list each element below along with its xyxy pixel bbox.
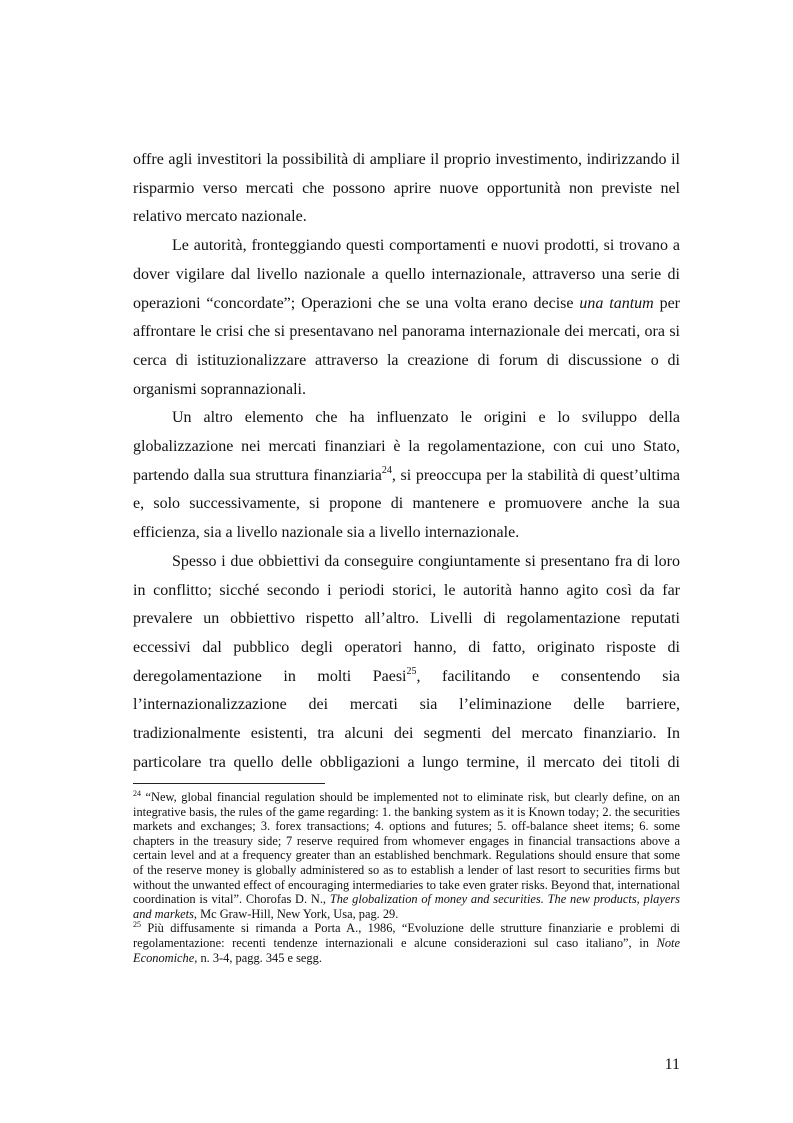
footnote-25 — [133, 921, 680, 965]
paragraph-4-text-a: Spesso i due obbiettivi da conseguire congiuntamente si presentano fra di loro in conflitto; sicché secondo i periodi storici, le autorità hanno agito così da far prevalere un obbiettivo rispetto all’altro. Livelli di regolamentazione reputati eccessivi dal pubblico degli operatori hanno, di fatto, originato risposte di deregolamentazione in molti Paesi — [133, 552, 680, 685]
footnote-25-text-a: Più diffusamente si rimanda a Porta A., 1986, “Evoluzione delle strutture finanziarie e problemi di regolamentazione: recenti tendenze internazionali e alcune considerazioni sul caso italiano”, in — [133, 921, 680, 950]
footnote-24-mark: 24 — [133, 789, 141, 798]
footnote-24 — [133, 790, 680, 921]
footnote-separator — [133, 783, 325, 784]
paragraph-3-text-b: , si preoccupa per la stabilità di quest’ultima e, solo successivamente, si propone di mantenere e promuovere anche la sua efficienza, sia a livello nazionale sia a livello internazionale. — [133, 466, 680, 542]
paragraph-2-text-b: per affrontare le crisi che si presentavano nel panorama internazionale dei mercati, ora si cerca di istituzionalizzare attraverso la creazione di forum di discussione o di organismi soprannazionali. — [133, 294, 681, 398]
footnote-24-text-a: “New, global financial regulation should be implemented not to eliminate risk, but clearly define, on an integrative basis, the rules of the game regarding: 1. the banking system as it is Known today; 2. the securities markets and exchanges; 3. forex transactions; 4. options and futures; 5. off-balance sheet items; 6. some chapters in the treasury side; 7 reserve required from whomever engages in financial transactions above a certain level and at a frequency greater than an established benchmark. Regulations should ensure that some of the reserve money is globally administered so as to establish a lender of last resort to securities firms but without the unwanted effect of encouraging intermediaries to take even grater risks. Beyond that, international coordination is vital”. Chorofas D. N., — [133, 790, 680, 907]
paragraph-2-italic: una tantum — [579, 294, 654, 312]
footnote-ref-24: 24 — [381, 464, 392, 476]
body-text — [133, 146, 680, 777]
footnote-25-title: Note Economiche — [133, 935, 680, 965]
paragraph-4-text-b: , facilitando e consentendo sia l’internazionalizzazione dei mercati sia l’eliminazione delle barriere, tradizionalmente esistenti, tra alcuni dei segmenti del mercato finanziario. In particolare tra quello delle obbligazioni a lungo termine, il mercato dei titoli di — [133, 667, 680, 771]
footnote-ref-25: 25 — [406, 665, 417, 677]
page-number: 11 — [664, 1056, 680, 1073]
paragraph-3-text-a: Un altro elemento che ha influenzato le origini e lo sviluppo della globalizzazione nei mercati finanziari è la regolamentazione, con cui uno Stato, partendo dalla sua struttura finanziaria — [133, 409, 680, 484]
paragraph-2-text-a: Le autorità, fronteggiando questi comportamenti e nuovi prodotti, si trovano a dover vigilare dal livello nazionale a quello internazionale, attraverso una serie di operazioni “concordate”; Operazioni che se una volta erano decise — [133, 237, 680, 312]
footnote-25-mark: 25 — [133, 920, 141, 930]
footnote-25-text-b: , n. 3-4, pagg. 345 e segg. — [194, 950, 322, 965]
paragraph-1-text: offre agli investitori la possibilità di ampliare il proprio investimento, indirizzando il risparmio verso mercati che possono aprire nuove opportunità non previste nel relativo mercato nazionale. — [133, 151, 680, 226]
footnotes — [133, 790, 680, 965]
paragraph-4 — [133, 548, 680, 778]
paragraph-1 — [133, 146, 680, 232]
footnote-24-text-b: , Mc Graw-Hill, New York, Usa, pag. 29. — [193, 906, 399, 921]
paragraph-3 — [133, 404, 680, 548]
footnote-24-title: The globalization of money and securities. The new products, players and markets — [133, 892, 680, 921]
paragraph-2 — [133, 232, 680, 404]
